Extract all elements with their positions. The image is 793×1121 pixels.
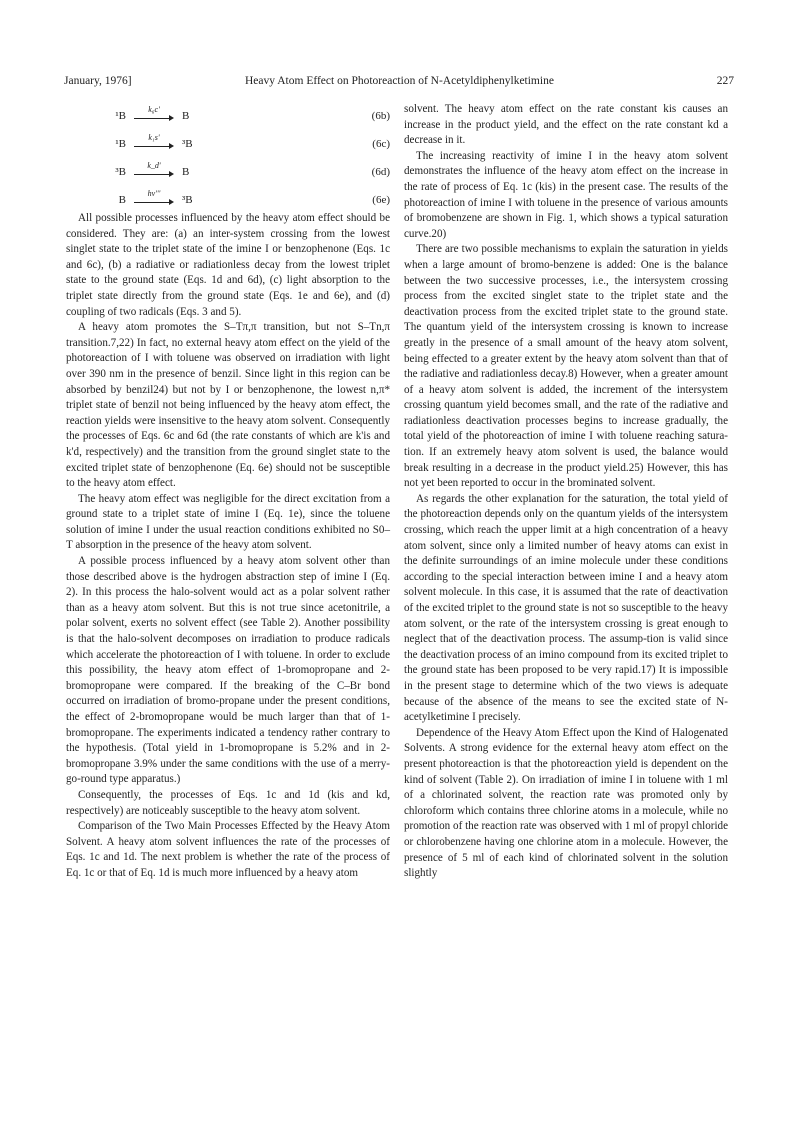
reaction-arrow xyxy=(132,133,176,150)
equation xyxy=(90,154,390,182)
reaction-arrow xyxy=(132,189,176,206)
page-number: 227 xyxy=(716,75,734,87)
reaction-arrow xyxy=(132,105,176,122)
equation-lhs: ¹B xyxy=(115,138,126,150)
rate-constant-label: k_d' xyxy=(147,161,161,170)
rate-constant-label: k₆c' xyxy=(148,105,160,114)
equation-rhs: ³B xyxy=(182,194,193,206)
running-header xyxy=(64,74,734,88)
paragraph: The heavy atom effect was negligible for the direct excitation from a ground state to a triplet state of imine I (Eq. 1e), since the toluene solution of imine I under the usual reaction conditions exhibited no S0–T absorption in the presence of the heavy atom solvent. xyxy=(66,492,390,552)
rate-constant-label: k₁s' xyxy=(148,133,160,142)
equation-number: (6e) xyxy=(372,194,390,206)
paragraph: The increasing reactivity of imine I in the heavy atom solvent demonstrates the influence of the heavy atom effect on the increase in the rate of process of Eq. 1c (kis) in the present case. The results of the photoreaction of imine I with toluene in the presence of various amounts of bromobenzene are shown in Fig. 1, which shows a typical saturation curve.20) xyxy=(404,149,728,240)
equation-lhs: B xyxy=(118,194,126,206)
paragraph: Comparison of the Two Main Processes Effected by the Heavy Atom Solvent. A heavy atom solvent influences the rate of the processes of Eqs. 1c and 1d. The next problem is whether the rate of the process of Eq. 1c or that of Eq. 1d is much more influenced by a heavy atom xyxy=(66,820,390,879)
equation-rhs: B xyxy=(182,110,190,122)
equation-number: (6b) xyxy=(371,110,390,122)
equation-number: (6d) xyxy=(371,166,390,178)
left-column xyxy=(66,211,390,882)
header-date: January, 1976] xyxy=(64,75,132,87)
equation xyxy=(90,182,390,210)
right-column xyxy=(404,102,728,882)
paragraph: All possible processes influenced by the heavy atom effect should be considered. They are: (a) an inter-system crossing from the lowest singlet state to the triplet state of the imine I or benzophenone (Eqs. 1c and 6c), (b) a radiative or radiationless decay from the lowest triplet state to the ground state (Eqs. 1d and 6d), (c) light absorption to the triplet state directly from the ground state (Eqs. 1e and 6e), and (d) coupling of two radicals (Eqs. 3 and 5). xyxy=(66,212,390,318)
paragraph: Dependence of the Heavy Atom Effect upon the Kind of Halogenated Solvents. A strong evidence for the external heavy atom effect on the present photoreaction is that the photoreaction yield is dependent on the kind of solvent (Table 2). On irradiation of imine I in toluene with 1 ml of a chlorinated solvent, the reaction rate was promoted only by chloroform which contains three chlorine atoms in a molecule, while no promotion of the reaction rate was observed with 1 ml of propyl chloride or chlorobenzene having one chlorine atom in a molecule. However, the presence of 5 ml of each kind of chlorinated solvent in the solution slightly xyxy=(404,726,728,880)
paragraph: A possible process influenced by a heavy atom solvent other than those described above is the hydrogen abstraction step of imine I (Eq. 2). In this process the halo-solvent would act as a polar solvent rather than as a heavy atom solvent. But this is not true since acetonitrile, a polar solvent, exerts no solvent effect (see Table 2). Another possibility is that the halo-solvent decomposes on irradiation to produce radicals which accelerate the photoreaction of I with toluene. In order to exclude this possibility, the heavy atom effect of 1-bromopropane and 2-bromopropane were compared. If the breaking of the C–Br bond occurred on irradiation of bromo-propane under the present conditions, the effect of 2-bromopropane would be much larger than that of 1-bromopropane. The experiments indicated a tendency rather contrary to the hypothesis. (Total yield in 1-bromopropane is 5.2% and in 2-bromopropane 3.9% under the same conditions with the use of a merry-go-round type apparatus.) xyxy=(66,555,390,786)
equation-lhs: ³B xyxy=(115,166,126,178)
equation-block xyxy=(90,98,390,210)
equation-rhs: B xyxy=(182,166,190,178)
equation-number: (6c) xyxy=(372,138,390,150)
paragraph: Consequently, the processes of Eqs. 1c and 1d (kis and kd, respectively) are noticeably susceptible to the heavy atom solvent. xyxy=(66,788,390,817)
reaction-arrow xyxy=(132,161,176,178)
equation xyxy=(90,126,390,154)
paragraph-continued: solvent. The heavy atom effect on the rate constant kis causes an increase in the product yield, and the effect on the rate constant kd a decrease in it. xyxy=(404,103,728,147)
paragraph: There are two possible mechanisms to explain the saturation in yields when a large amount of bromo-benzene is added: One is the balance between the two successive processes, i.e., the intersystem crossing process from the excited singlet state to the triplet state and the deactivation process from the excited triplet state to the ground state. The quantum yield of the intersystem crossing is known to increase greatly in the presence of a small amount of the heavy atom solvent, being effected to a greater extent by the heavy atom solvent than that of the radiative and radiationless decay.8) However, when a greater amount of a heavy atom solvent is added, the increment of the intersystem crossing quantum yield becomes small, and the rate of the radiative and radiationless deactivation processes begins to increase gradually, the total yield of the photoreaction of imine I with toluene reaching satura-tion. If an extremely heavy atom solvent is used, the balance would break resulting in a decrease in the product yield.25) However, this has not yet been reported to occur in the brominated solvent. xyxy=(404,243,728,490)
paragraph: A heavy atom promotes the S–Tπ,π transition, but not S–Tn,π transition.7,22) In fact, no external heavy atom effect on the yield of the photoreaction of I with toluene was observed on irradiation with light over 390 nm in the presence of benzil. Since light in this region can be absorbed by benzil24) but not by I or benzophenone, the lowest n,π* triplet state of benzil not being influenced by the heavy atom effect, the reaction yields were insensitive to the heavy atom solvent. Consequently the processes of Eqs. 6c and 6d (the rate constants of which are k'is and k'd, respectively) and the transition from the ground singlet state to the excited triplet state of benzophenone (Eq. 6e) should not be susceptible to the heavy atom effect. xyxy=(66,321,390,490)
rate-constant-label: hν''' xyxy=(147,189,161,198)
equation xyxy=(90,98,390,126)
paragraph: As regards the other explanation for the saturation, the total yield of the photoreaction depends only on the quantum yields of the intersystem crossing, which reach the upper limit at a high concentration of a heavy atom solvent, since only a limited number of heavy atoms can exist in the definite surroundings of an imine molecule under these conditions according to the special interaction between imine I and a heavy atom solvent molecule. In this case, it is assumed that the rate of deactivation of the excited triplet to the ground state is not so susceptible to the heavy atom solvent, or the rate of the intersystem crossing is great enough to neglect that of the deactivation process. The assump-tion is valid since the deactivation process of an imino compound from its excited triplet to the ground state has been proposed to be very rapid.17) It is impossible in the present stage to determine which of the two views is adequate because of the absence of the means to see the excited state of N-acetylketimine I precisely. xyxy=(404,492,728,724)
equation-lhs: ¹B xyxy=(115,110,126,122)
equation-rhs: ³B xyxy=(182,138,193,150)
header-title: Heavy Atom Effect on Photoreaction of N-Acetyldiphenylketimine xyxy=(245,75,554,87)
